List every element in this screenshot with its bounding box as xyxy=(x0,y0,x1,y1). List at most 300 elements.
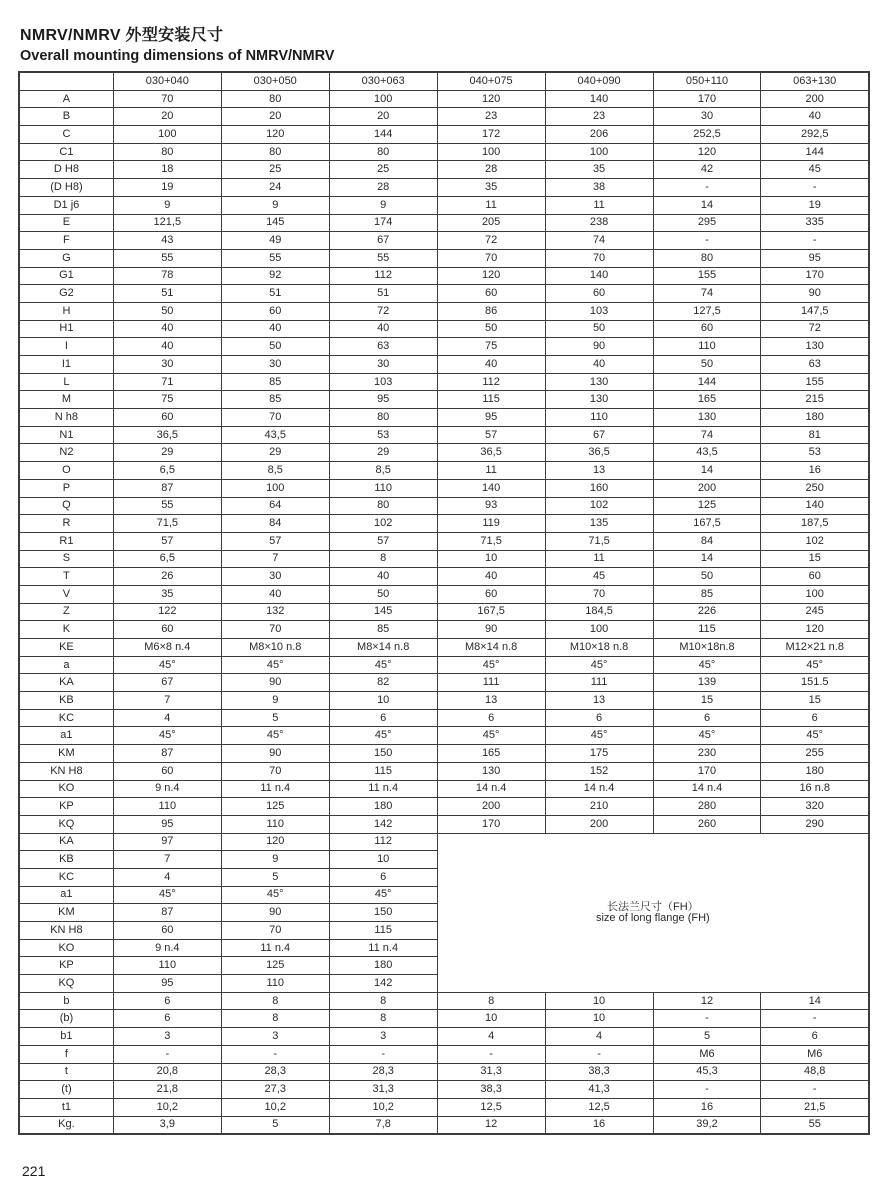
cell: 30 xyxy=(221,356,329,374)
cell: 85 xyxy=(221,373,329,391)
cell: 38,3 xyxy=(545,1063,653,1081)
cell: - xyxy=(653,232,761,250)
cell: 50 xyxy=(221,338,329,356)
cell: 28,3 xyxy=(329,1063,437,1081)
cell: 5 xyxy=(221,1116,329,1134)
column-header: 063+130 xyxy=(761,72,869,90)
row-label: KQ xyxy=(19,815,113,833)
cell: 9 n.4 xyxy=(113,780,221,798)
cell: 90 xyxy=(221,904,329,922)
cell: 112 xyxy=(329,833,437,851)
cell: 14 xyxy=(653,462,761,480)
cell: 125 xyxy=(221,798,329,816)
row-label: KN H8 xyxy=(19,762,113,780)
cell: 25 xyxy=(329,161,437,179)
cell: 8 xyxy=(329,992,437,1010)
header-row xyxy=(19,72,869,90)
table-row xyxy=(19,992,869,1010)
cell: 40 xyxy=(221,320,329,338)
table-row xyxy=(19,108,869,126)
cell: 102 xyxy=(329,515,437,533)
cell: 12,5 xyxy=(437,1098,545,1116)
row-label: K xyxy=(19,621,113,639)
cell: 7 xyxy=(113,692,221,710)
cell: 67 xyxy=(329,232,437,250)
table-row xyxy=(19,709,869,727)
cell: 45,3 xyxy=(653,1063,761,1081)
corner-cell xyxy=(19,72,113,90)
cell: 4 xyxy=(113,868,221,886)
cell: 90 xyxy=(437,621,545,639)
cell: 144 xyxy=(653,373,761,391)
cell: 3 xyxy=(329,1028,437,1046)
cell: 53 xyxy=(329,426,437,444)
cell: 9 xyxy=(113,196,221,214)
cell: 23 xyxy=(545,108,653,126)
cell: 84 xyxy=(221,515,329,533)
cell: 147,5 xyxy=(761,302,869,320)
cell: 13 xyxy=(437,692,545,710)
table-row xyxy=(19,532,869,550)
cell: 110 xyxy=(221,815,329,833)
cell: - xyxy=(653,1081,761,1099)
cell: 184,5 xyxy=(545,603,653,621)
cell: 48,8 xyxy=(761,1063,869,1081)
cell: 74 xyxy=(653,285,761,303)
cell: 70 xyxy=(545,585,653,603)
table-row xyxy=(19,692,869,710)
cell: 40 xyxy=(329,568,437,586)
row-label: Z xyxy=(19,603,113,621)
row-label: A xyxy=(19,90,113,108)
cell: 152 xyxy=(545,762,653,780)
cell: 95 xyxy=(113,815,221,833)
table-row xyxy=(19,320,869,338)
cell: 145 xyxy=(329,603,437,621)
cell: 120 xyxy=(653,143,761,161)
cell: 200 xyxy=(545,815,653,833)
table-row xyxy=(19,214,869,232)
cell: 100 xyxy=(329,90,437,108)
table-row xyxy=(19,1028,869,1046)
cell: 4 xyxy=(113,709,221,727)
column-header: 030+040 xyxy=(113,72,221,90)
cell: 19 xyxy=(113,179,221,197)
cell: 72 xyxy=(437,232,545,250)
cell: 10 xyxy=(329,692,437,710)
cell: 45° xyxy=(761,656,869,674)
cell: 16 xyxy=(761,462,869,480)
cell: 200 xyxy=(437,798,545,816)
cell: M10×18 n.8 xyxy=(545,639,653,657)
row-label: C1 xyxy=(19,143,113,161)
cell: 102 xyxy=(545,497,653,515)
cell: 206 xyxy=(545,126,653,144)
cell: 14 xyxy=(761,992,869,1010)
cell: 122 xyxy=(113,603,221,621)
cell: 6 xyxy=(329,868,437,886)
cell: 70 xyxy=(113,90,221,108)
cell: 71,5 xyxy=(113,515,221,533)
cell: 180 xyxy=(329,957,437,975)
cell: 71 xyxy=(113,373,221,391)
table-row xyxy=(19,409,869,427)
cell: 6 xyxy=(329,709,437,727)
cell: 167,5 xyxy=(653,515,761,533)
cell: 27,3 xyxy=(221,1081,329,1099)
cell: 3 xyxy=(113,1028,221,1046)
cell: 9 xyxy=(221,851,329,869)
cell: 26 xyxy=(113,568,221,586)
row-label: R xyxy=(19,515,113,533)
cell: 230 xyxy=(653,745,761,763)
cell: 60 xyxy=(437,285,545,303)
cell: 139 xyxy=(653,674,761,692)
cell: 45° xyxy=(437,727,545,745)
table-row xyxy=(19,1010,869,1028)
cell: 18 xyxy=(113,161,221,179)
cell: 87 xyxy=(113,745,221,763)
table-row xyxy=(19,656,869,674)
cell: 14 n.4 xyxy=(545,780,653,798)
cell: 60 xyxy=(761,568,869,586)
cell: 95 xyxy=(437,409,545,427)
cell: 55 xyxy=(761,1116,869,1134)
cell: 45° xyxy=(329,886,437,904)
cell: 50 xyxy=(653,356,761,374)
cell: 70 xyxy=(221,409,329,427)
cell: 80 xyxy=(221,143,329,161)
row-label: KO xyxy=(19,939,113,957)
cell: 45 xyxy=(761,161,869,179)
cell: 36,5 xyxy=(545,444,653,462)
cell: 7 xyxy=(113,851,221,869)
cell: 6 xyxy=(653,709,761,727)
cell: 112 xyxy=(437,373,545,391)
cell: - xyxy=(437,1045,545,1063)
cell: 155 xyxy=(653,267,761,285)
cell: 200 xyxy=(653,479,761,497)
cell: 36,5 xyxy=(113,426,221,444)
cell: 120 xyxy=(221,833,329,851)
cell: 170 xyxy=(653,90,761,108)
row-label: G xyxy=(19,249,113,267)
cell: 5 xyxy=(221,709,329,727)
cell: 31,3 xyxy=(437,1063,545,1081)
cell: 7,8 xyxy=(329,1116,437,1134)
cell: 80 xyxy=(221,90,329,108)
cell: 11 xyxy=(437,196,545,214)
cell: 51 xyxy=(113,285,221,303)
cell: 15 xyxy=(653,692,761,710)
cell: 103 xyxy=(329,373,437,391)
cell: 115 xyxy=(437,391,545,409)
row-label: KE xyxy=(19,639,113,657)
cell: 142 xyxy=(329,975,437,993)
cell: 100 xyxy=(761,585,869,603)
cell: 100 xyxy=(437,143,545,161)
cell: 160 xyxy=(545,479,653,497)
cell: 8 xyxy=(437,992,545,1010)
cell: 95 xyxy=(761,249,869,267)
cell: 167,5 xyxy=(437,603,545,621)
cell: 11 xyxy=(437,462,545,480)
cell: 40 xyxy=(761,108,869,126)
table-row xyxy=(19,479,869,497)
cell: 64 xyxy=(221,497,329,515)
cell: 165 xyxy=(653,391,761,409)
cell: 140 xyxy=(545,267,653,285)
cell: 10 xyxy=(437,550,545,568)
cell: 90 xyxy=(545,338,653,356)
cell: 150 xyxy=(329,745,437,763)
cell: 295 xyxy=(653,214,761,232)
table-row xyxy=(19,745,869,763)
cell: 70 xyxy=(545,249,653,267)
cell: 8,5 xyxy=(221,462,329,480)
cell: M10×18n.8 xyxy=(653,639,761,657)
cell: 144 xyxy=(329,126,437,144)
cell: 60 xyxy=(437,585,545,603)
cell: 63 xyxy=(329,338,437,356)
cell: - xyxy=(653,1010,761,1028)
cell: 100 xyxy=(545,621,653,639)
cell: M6 xyxy=(761,1045,869,1063)
row-label: t1 xyxy=(19,1098,113,1116)
cell: 142 xyxy=(329,815,437,833)
row-label: C xyxy=(19,126,113,144)
cell: 4 xyxy=(437,1028,545,1046)
cell: 55 xyxy=(329,249,437,267)
cell: 60 xyxy=(221,302,329,320)
cell: 60 xyxy=(113,922,221,940)
table-row xyxy=(19,639,869,657)
column-header: 040+090 xyxy=(545,72,653,90)
table-row xyxy=(19,444,869,462)
table-row xyxy=(19,550,869,568)
cell: 10,2 xyxy=(221,1098,329,1116)
row-label: H1 xyxy=(19,320,113,338)
cell: 87 xyxy=(113,479,221,497)
table-row xyxy=(19,585,869,603)
cell: 50 xyxy=(653,568,761,586)
cell: 39,2 xyxy=(653,1116,761,1134)
row-label: N1 xyxy=(19,426,113,444)
cell: 170 xyxy=(437,815,545,833)
table-row xyxy=(19,373,869,391)
cell: 50 xyxy=(113,302,221,320)
cell: 80 xyxy=(329,409,437,427)
cell: 45° xyxy=(221,727,329,745)
cell: 135 xyxy=(545,515,653,533)
cell: 151.5 xyxy=(761,674,869,692)
table-row xyxy=(19,285,869,303)
cell: 55 xyxy=(113,249,221,267)
cell: 125 xyxy=(221,957,329,975)
cell: 172 xyxy=(437,126,545,144)
cell: 50 xyxy=(545,320,653,338)
cell: 132 xyxy=(221,603,329,621)
cell: 16 n.8 xyxy=(761,780,869,798)
cell: 11 n.4 xyxy=(329,780,437,798)
cell: 11 n.4 xyxy=(329,939,437,957)
cell: 70 xyxy=(221,922,329,940)
table-row xyxy=(19,143,869,161)
cell: 145 xyxy=(221,214,329,232)
table-row xyxy=(19,426,869,444)
cell: 86 xyxy=(437,302,545,320)
cell: 74 xyxy=(545,232,653,250)
row-label: KB xyxy=(19,692,113,710)
cell: 53 xyxy=(761,444,869,462)
row-label: B xyxy=(19,108,113,126)
cell: 60 xyxy=(113,762,221,780)
cell: 57 xyxy=(113,532,221,550)
cell: 180 xyxy=(329,798,437,816)
cell: 10 xyxy=(437,1010,545,1028)
cell: M6 xyxy=(653,1045,761,1063)
cell: 36,5 xyxy=(437,444,545,462)
cell: 70 xyxy=(221,762,329,780)
cell: - xyxy=(545,1045,653,1063)
cell: 130 xyxy=(761,338,869,356)
row-label: KC xyxy=(19,868,113,886)
row-label: E xyxy=(19,214,113,232)
cell: 6,5 xyxy=(113,550,221,568)
cell: 205 xyxy=(437,214,545,232)
row-label: N h8 xyxy=(19,409,113,427)
row-label: G1 xyxy=(19,267,113,285)
cell: 110 xyxy=(329,479,437,497)
row-label: H xyxy=(19,302,113,320)
cell: 43,5 xyxy=(653,444,761,462)
cell: 95 xyxy=(329,391,437,409)
cell: - xyxy=(113,1045,221,1063)
table-row xyxy=(19,249,869,267)
row-label: V xyxy=(19,585,113,603)
cell: 13 xyxy=(545,462,653,480)
cell: 11 n.4 xyxy=(221,939,329,957)
table-row xyxy=(19,356,869,374)
cell: 8 xyxy=(329,550,437,568)
cell: 215 xyxy=(761,391,869,409)
cell: 10 xyxy=(545,1010,653,1028)
cell: 12,5 xyxy=(545,1098,653,1116)
cell: 255 xyxy=(761,745,869,763)
cell: 100 xyxy=(113,126,221,144)
table-row xyxy=(19,727,869,745)
cell: 90 xyxy=(761,285,869,303)
cell: M12×21 n.8 xyxy=(761,639,869,657)
cell: - xyxy=(221,1045,329,1063)
cell: 9 xyxy=(221,196,329,214)
table-row xyxy=(19,621,869,639)
cell: 10 xyxy=(329,851,437,869)
cell: 95 xyxy=(113,975,221,993)
cell: 70 xyxy=(437,249,545,267)
cell: 6 xyxy=(437,709,545,727)
cell: 51 xyxy=(221,285,329,303)
cell: 41,3 xyxy=(545,1081,653,1099)
cell: 10 xyxy=(545,992,653,1010)
table-row xyxy=(19,267,869,285)
cell: - xyxy=(761,1010,869,1028)
cell: 110 xyxy=(545,409,653,427)
cell: 93 xyxy=(437,497,545,515)
cell: 82 xyxy=(329,674,437,692)
cell: 180 xyxy=(761,762,869,780)
row-label: P xyxy=(19,479,113,497)
cell: 16 xyxy=(653,1098,761,1116)
table-row xyxy=(19,391,869,409)
cell: 170 xyxy=(761,267,869,285)
cell: 28,3 xyxy=(221,1063,329,1081)
cell: 14 xyxy=(653,196,761,214)
cell: 6 xyxy=(545,709,653,727)
cell: 290 xyxy=(761,815,869,833)
cell: 40 xyxy=(545,356,653,374)
cell: 45° xyxy=(761,727,869,745)
column-header: 040+075 xyxy=(437,72,545,90)
cell: 45° xyxy=(329,656,437,674)
cell: 110 xyxy=(221,975,329,993)
cell: 72 xyxy=(329,302,437,320)
cell: 3,9 xyxy=(113,1116,221,1134)
cell: 130 xyxy=(437,762,545,780)
row-label: Q xyxy=(19,497,113,515)
cell: 43 xyxy=(113,232,221,250)
cell: 245 xyxy=(761,603,869,621)
cell: 67 xyxy=(113,674,221,692)
row-label: G2 xyxy=(19,285,113,303)
cell: 180 xyxy=(761,409,869,427)
row-label: KM xyxy=(19,745,113,763)
cell: 102 xyxy=(761,532,869,550)
table-row xyxy=(19,674,869,692)
cell: 8 xyxy=(221,1010,329,1028)
cell: 30 xyxy=(221,568,329,586)
cell: 165 xyxy=(437,745,545,763)
cell: 140 xyxy=(545,90,653,108)
cell: 40 xyxy=(113,338,221,356)
cell: 15 xyxy=(761,550,869,568)
cell: 100 xyxy=(221,479,329,497)
cell: 7 xyxy=(221,550,329,568)
cell: 3 xyxy=(221,1028,329,1046)
cell: - xyxy=(761,232,869,250)
cell: 280 xyxy=(653,798,761,816)
table-row xyxy=(19,90,869,108)
cell: M6×8 n.4 xyxy=(113,639,221,657)
cell: 115 xyxy=(329,922,437,940)
cell: M8×14 n.8 xyxy=(329,639,437,657)
cell: 38 xyxy=(545,179,653,197)
table-row xyxy=(19,462,869,480)
fh-note-cell xyxy=(437,833,869,992)
table-row xyxy=(19,798,869,816)
cell: 81 xyxy=(761,426,869,444)
cell: 155 xyxy=(761,373,869,391)
row-label: T xyxy=(19,568,113,586)
cell: 20 xyxy=(329,108,437,126)
cell: 30 xyxy=(653,108,761,126)
cell: 80 xyxy=(113,143,221,161)
row-label: KN H8 xyxy=(19,922,113,940)
cell: 45° xyxy=(653,656,761,674)
cell: 29 xyxy=(329,444,437,462)
cell: 144 xyxy=(761,143,869,161)
cell: 175 xyxy=(545,745,653,763)
